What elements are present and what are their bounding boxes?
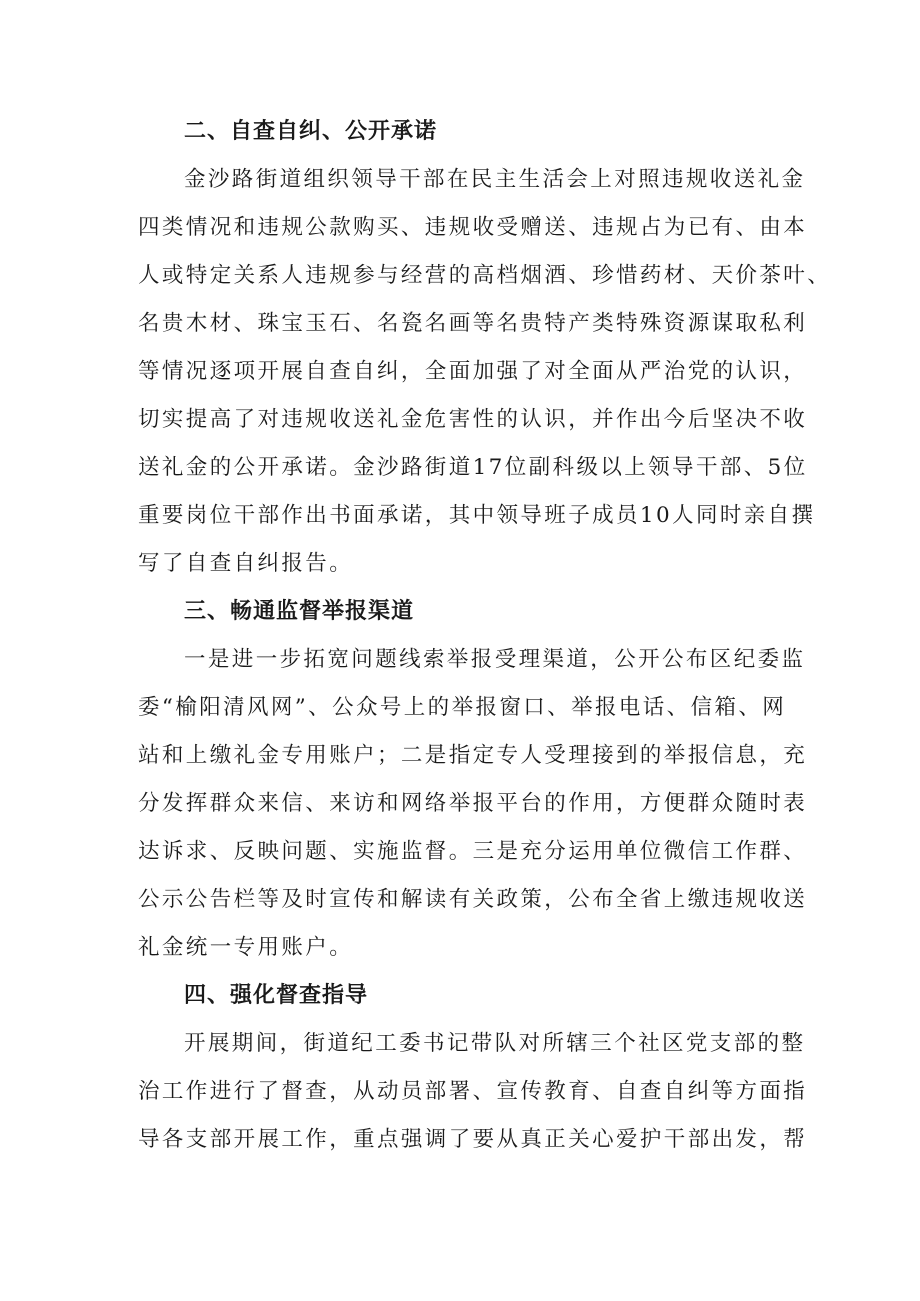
paragraph-line: 四类情况和违规公款购买、违规收受赠送、违规占为已有、由本 [138, 215, 808, 240]
section-heading-3: 三、畅通监督举报渠道 [184, 599, 415, 624]
section-heading-4: 四、强化督查指导 [184, 983, 369, 1008]
section-paragraph-4 [138, 1020, 808, 1164]
paragraph-line: 开展期间，街道纪工委书记带队对所辖三个社区党支部的整 [184, 1031, 806, 1056]
paragraph-line: 治工作进行了督查，从动员部署、宣传教育、自查自纠等方面指 [138, 1079, 808, 1104]
paragraph-line: 名贵木材、珠宝玉石、名瓷名画等名贵特产类特殊资源谋取私利 [138, 311, 808, 336]
paragraph-line: 等情况逐项开展自查自纠，全面加强了对全面从严治党的认识， [138, 359, 808, 384]
paragraph-line: 送礼金的公开承诺。金沙路街道17位副科级以上领导干部、5位 [138, 455, 808, 480]
paragraph-line: 站和上缴礼金专用账户；二是指定专人受理接到的举报信息，充 [138, 743, 808, 768]
paragraph-line: 委“榆阳清风网”、公众号上的举报窗口、举报电话、信箱、网 [138, 695, 787, 720]
paragraph-line: 重要岗位干部作出书面承诺，其中领导班子成员10人同时亲自撰 [138, 503, 816, 528]
paragraph-line: 分发挥群众来信、来访和网络举报平台的作用，方便群众随时表 [138, 791, 808, 816]
section-heading-2: 二、自查自纠、公开承诺 [184, 119, 438, 144]
paragraph-line: 公示公告栏等及时宣传和解读有关政策，公布全省上缴违规收送 [138, 887, 808, 912]
paragraph-line: 一是进一步拓宽问题线索举报受理渠道，公开公布区纪委监 [184, 647, 806, 672]
section-paragraph-3 [138, 636, 808, 972]
document-page [138, 108, 832, 1164]
paragraph-line: 写了自查自纠报告。 [138, 551, 354, 576]
paragraph-line: 切实提高了对违规收送礼金危害性的认识，并作出今后坚决不收 [138, 407, 808, 432]
paragraph-line: 金沙路街道组织领导干部在民主生活会上对照违规收送礼金 [184, 167, 806, 192]
section-paragraph-2 [138, 156, 832, 588]
paragraph-line: 礼金统一专用账户。 [138, 935, 354, 960]
paragraph-line: 达诉求、反映问题、实施监督。三是充分运用单位微信工作群、 [138, 839, 808, 864]
paragraph-line: 导各支部开展工作，重点强调了要从真正关心爱护干部出发，帮 [138, 1127, 808, 1152]
paragraph-line: 人或特定关系人违规参与经营的高档烟酒、珍惜药材、天价茶叶、 [138, 263, 832, 288]
